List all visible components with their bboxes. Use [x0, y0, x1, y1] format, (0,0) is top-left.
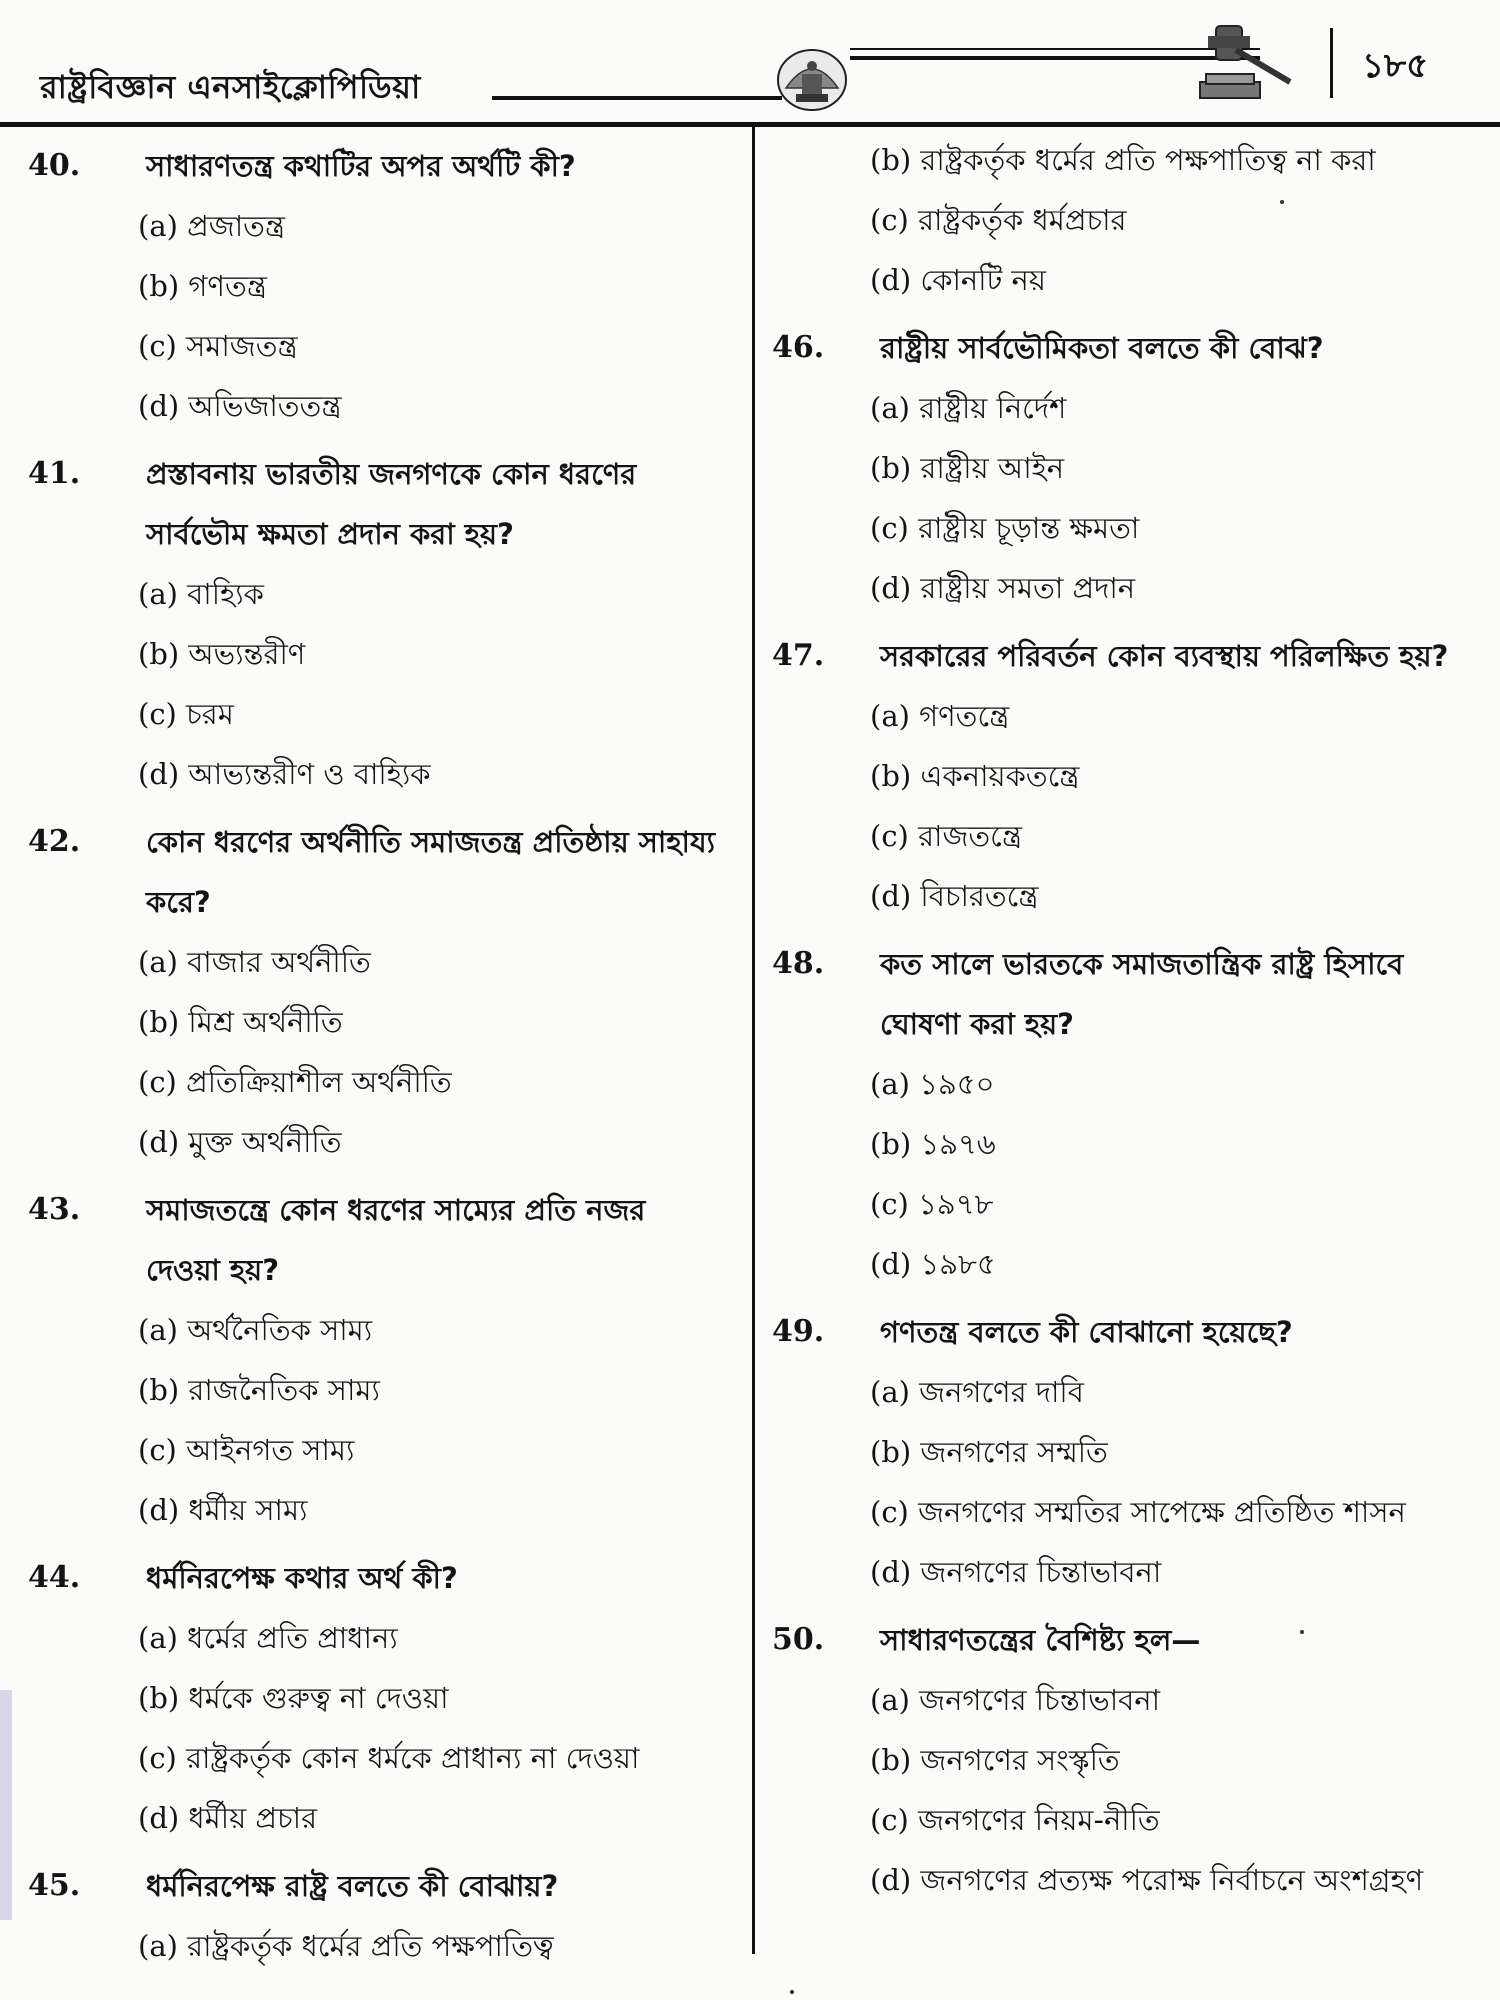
question-text: কত সালে ভারতকে সমাজতান্ত্রিক রাষ্ট্র হিসাবে ঘোষণা করা হয়?: [880, 947, 1404, 1041]
option-text: গণতন্ত্রে: [919, 699, 1010, 733]
page-header: [0, 0, 1500, 120]
option-label: (b): [870, 1435, 912, 1469]
option: [138, 744, 728, 804]
option-label: (b): [870, 1743, 912, 1777]
option-label: (d): [138, 1801, 180, 1835]
question: [772, 318, 1492, 378]
option-label: (b): [138, 637, 180, 671]
option-text: রাষ্ট্রকর্তৃক ধর্মপ্রচার: [918, 203, 1127, 237]
option-text: রাষ্ট্রীয় চূড়ান্ত ক্ষমতা: [918, 511, 1140, 545]
option-text: ১৯৭৬: [920, 1127, 996, 1161]
option-text: বাজার অর্থনীতি: [187, 945, 371, 979]
question-text: প্রস্তাবনায় ভারতীয় জনগণকে কোন ধরণের সার্বভৌম ক্ষমতা প্রদান করা হয়?: [146, 457, 637, 551]
question-text: ধর্মনিরপেক্ষ কথার অর্থ কী?: [146, 1561, 458, 1595]
option: [870, 1542, 1492, 1602]
question: [772, 934, 1492, 1054]
option-text: ধর্মীয় সাম্য: [188, 1493, 308, 1527]
question: [772, 1302, 1492, 1362]
option: [870, 1482, 1492, 1542]
gavel-icon: [1198, 22, 1294, 102]
question-number: 41.: [28, 456, 81, 491]
title-underline: [492, 96, 782, 100]
option: [138, 256, 728, 316]
option-text: কোনটি নয়: [920, 263, 1046, 297]
option-text: রাষ্ট্রকর্তৃক কোন ধর্মকে প্রাধান্য না দেওয়া: [186, 1741, 640, 1775]
question-number: 46.: [772, 330, 825, 365]
option: [870, 1422, 1492, 1482]
question-block: [28, 1548, 728, 1848]
option: [870, 1174, 1492, 1234]
question-text: ধর্মনিরপেক্ষ রাষ্ট্র বলতে কী বোঝায়?: [146, 1869, 559, 1903]
option-text: বাহ্যিক: [187, 577, 264, 611]
option: [870, 498, 1492, 558]
option: [138, 1300, 728, 1360]
question-text: সমাজতন্ত্রে কোন ধরণের সাম্যের প্রতি নজর দেওয়া হয়?: [146, 1193, 646, 1287]
option-text: জনগণের দাবি: [919, 1375, 1084, 1409]
option-label: (a): [870, 699, 910, 733]
option-label: (a): [138, 577, 178, 611]
option: [138, 1788, 728, 1848]
option: [870, 438, 1492, 498]
option-label: (d): [138, 389, 180, 423]
continued-options: [772, 130, 1492, 310]
option: [870, 1114, 1492, 1174]
option: [870, 558, 1492, 618]
option: [870, 250, 1492, 310]
question-number: 42.: [28, 824, 81, 859]
option: [138, 1916, 728, 1976]
option: [138, 564, 728, 624]
question-number: 50.: [772, 1622, 825, 1657]
option-text: জনগণের সম্মতির সাপেক্ষে প্রতিষ্ঠিত শাসন: [918, 1495, 1406, 1529]
option-label: (d): [870, 879, 912, 913]
option-label: (a): [138, 945, 178, 979]
question-number: 49.: [772, 1314, 825, 1349]
option-label: (c): [138, 1741, 177, 1775]
option-label: (b): [870, 451, 912, 485]
option: [138, 932, 728, 992]
option-label: (c): [870, 819, 909, 853]
option: [870, 746, 1492, 806]
option-label: (b): [138, 269, 180, 303]
option: [138, 376, 728, 436]
option: [138, 1728, 728, 1788]
option-label: (d): [138, 1125, 180, 1159]
option: [138, 684, 728, 744]
option: [870, 686, 1492, 746]
option-label: (b): [870, 143, 912, 177]
question-block: [772, 318, 1492, 618]
scan-speck: [790, 1990, 794, 1994]
option-label: (b): [138, 1373, 180, 1407]
option-text: আভ্যন্তরীণ ও বাহ্যিক: [188, 757, 431, 791]
option-label: (c): [870, 1187, 909, 1221]
option-label: (d): [138, 1493, 180, 1527]
option-text: জনগণের সংস্কৃতি: [920, 1743, 1120, 1777]
option: [870, 866, 1492, 926]
option-text: রাজনৈতিক সাম্য: [188, 1373, 380, 1407]
question-text: সাধারণতন্ত্রের বৈশিষ্ট্য হল—: [880, 1623, 1201, 1657]
option-text: রাষ্ট্রীয় আইন: [920, 451, 1065, 485]
option-text: একনায়কতন্ত্রে: [920, 759, 1080, 793]
option-text: আইনগত সাম্য: [186, 1433, 355, 1467]
option-label: (d): [870, 571, 912, 605]
option: [138, 316, 728, 376]
option-text: অর্থনৈতিক সাম্য: [187, 1313, 373, 1347]
option-label: (b): [138, 1681, 180, 1715]
question-number: 43.: [28, 1192, 81, 1227]
option-label: (d): [138, 757, 180, 791]
option-label: (b): [870, 759, 912, 793]
option-text: মিশ্র অর্থনীতি: [188, 1005, 343, 1039]
option-text: রাষ্ট্রকর্তৃক ধর্মের প্রতি পক্ষপাতিত্ব না করা: [920, 143, 1376, 177]
question: [28, 136, 728, 196]
option-label: (a): [870, 1067, 910, 1101]
body-top-rule: [0, 122, 1500, 127]
scan-speck: [1300, 1630, 1304, 1634]
option-text: গণতন্ত্র: [188, 269, 267, 303]
question-block: [772, 626, 1492, 926]
left-column: [28, 128, 728, 1976]
question-text: রাষ্ট্রীয় সার্বভৌমিকতা বলতে কী বোঝ?: [880, 331, 1324, 365]
question-text: সাধারণতন্ত্র কথাটির অপর অর্থটি কী?: [146, 149, 576, 183]
option-text: জনগণের নিয়ম-নীতি: [918, 1803, 1160, 1837]
option: [138, 1052, 728, 1112]
question-block: [28, 136, 728, 436]
option-label: (a): [870, 391, 910, 425]
option-text: জনগণের সম্মতি: [920, 1435, 1108, 1469]
option-label: (a): [138, 1313, 178, 1347]
option: [138, 1608, 728, 1668]
option-text: বিচারতন্ত্রে: [920, 879, 1039, 913]
option-text: রাষ্ট্রকর্তৃক ধর্মের প্রতি পক্ষপাতিত্ব: [187, 1929, 554, 1963]
question: [28, 444, 728, 564]
option-text: প্রজাতন্ত্র: [187, 209, 286, 243]
question-block: [772, 1610, 1492, 1910]
option: [870, 1850, 1492, 1910]
option-label: (d): [870, 1863, 912, 1897]
question-text: কোন ধরণের অর্থনীতি সমাজতন্ত্র প্রতিষ্ঠায় সাহায্য করে?: [146, 825, 716, 919]
question-number: 44.: [28, 1560, 81, 1595]
scan-edge-shadow: [0, 1690, 12, 1920]
option-label: (a): [870, 1375, 910, 1409]
option: [870, 1362, 1492, 1422]
option-text: চরম: [186, 697, 234, 731]
question-block: [28, 812, 728, 1172]
question-text: গণতন্ত্র বলতে কী বোঝানো হয়েছে?: [880, 1315, 1293, 1349]
option-text: রাষ্ট্রীয় নির্দেশ: [919, 391, 1067, 425]
option: [870, 130, 1492, 190]
option-label: (a): [138, 209, 178, 243]
option-text: ১৯৭৮: [918, 1187, 994, 1221]
option-label: (d): [870, 263, 912, 297]
option-label: (c): [138, 329, 177, 363]
emblem-icon: [772, 44, 852, 114]
header-divider: [1330, 28, 1333, 98]
option-label: (b): [138, 1005, 180, 1039]
column-divider: [752, 124, 755, 1954]
option-label: (c): [138, 697, 177, 731]
option-label: (c): [870, 1495, 909, 1529]
option-text: জনগণের চিন্তাভাবনা: [919, 1683, 1160, 1717]
option-text: সমাজতন্ত্র: [186, 329, 298, 363]
option: [138, 1112, 728, 1172]
option-label: (c): [870, 1803, 909, 1837]
option: [870, 1670, 1492, 1730]
option-text: ধর্মের প্রতি প্রাধান্য: [187, 1621, 398, 1655]
option-text: রাজতন্ত্রে: [918, 819, 1022, 853]
question-number: 45.: [28, 1868, 81, 1903]
option-text: প্রতিক্রিয়াশীল অর্থনীতি: [186, 1065, 452, 1099]
option-label: (c): [138, 1065, 177, 1099]
option-text: ১৯৫০: [919, 1067, 995, 1101]
question-number: 47.: [772, 638, 825, 673]
option: [138, 1360, 728, 1420]
option-label: (b): [870, 1127, 912, 1161]
option-label: (a): [138, 1621, 178, 1655]
question: [28, 1856, 728, 1916]
option: [138, 1420, 728, 1480]
option: [138, 992, 728, 1052]
option-text: ধর্মকে গুরুত্ব না দেওয়া: [188, 1681, 449, 1715]
option: [870, 1730, 1492, 1790]
option: [870, 190, 1492, 250]
option: [870, 806, 1492, 866]
option-text: মুক্ত অর্থনীতি: [188, 1125, 342, 1159]
question-text: সরকারের পরিবর্তন কোন ব্যবস্থায় পরিলক্ষিত হয়?: [880, 639, 1449, 673]
scan-speck: [1280, 200, 1284, 204]
option: [870, 1790, 1492, 1850]
question: [772, 626, 1492, 686]
option-text: ধর্মীয় প্রচার: [188, 1801, 318, 1835]
option: [870, 1234, 1492, 1294]
book-title: রাষ্ট্রবিজ্ঞান এনসাইক্লোপিডিয়া: [40, 68, 421, 106]
question-block: [28, 1856, 728, 1976]
right-column: [772, 128, 1492, 1910]
option: [138, 196, 728, 256]
question: [772, 1610, 1492, 1670]
page-number: ১৮৫: [1362, 46, 1429, 86]
question: [28, 812, 728, 932]
option-label: (a): [870, 1683, 910, 1717]
question-number: 40.: [28, 148, 81, 183]
question-block: [28, 444, 728, 804]
question-block: [28, 1180, 728, 1540]
option-text: জনগণের প্রত্যক্ষ পরোক্ষ নির্বাচনে অংশগ্রহণ: [920, 1863, 1424, 1897]
option-text: রাষ্ট্রীয় সমতা প্রদান: [920, 571, 1136, 605]
option-label: (c): [138, 1433, 177, 1467]
question-number: 48.: [772, 946, 825, 981]
option-text: অভ্যন্তরীণ: [188, 637, 306, 671]
option: [870, 1054, 1492, 1114]
question-block: [772, 934, 1492, 1294]
option: [138, 624, 728, 684]
option-label: (c): [870, 203, 909, 237]
option: [870, 378, 1492, 438]
question-block: [772, 1302, 1492, 1602]
question: [28, 1180, 728, 1300]
option-text: জনগণের চিন্তাভাবনা: [920, 1555, 1162, 1589]
option-text: অভিজাততন্ত্র: [188, 389, 342, 423]
question: [28, 1548, 728, 1608]
option-label: (d): [870, 1247, 912, 1281]
option: [138, 1480, 728, 1540]
option-text: ১৯৮৫: [920, 1247, 996, 1281]
option-label: (a): [138, 1929, 178, 1963]
option: [138, 1668, 728, 1728]
option-label: (d): [870, 1555, 912, 1589]
option-label: (c): [870, 511, 909, 545]
